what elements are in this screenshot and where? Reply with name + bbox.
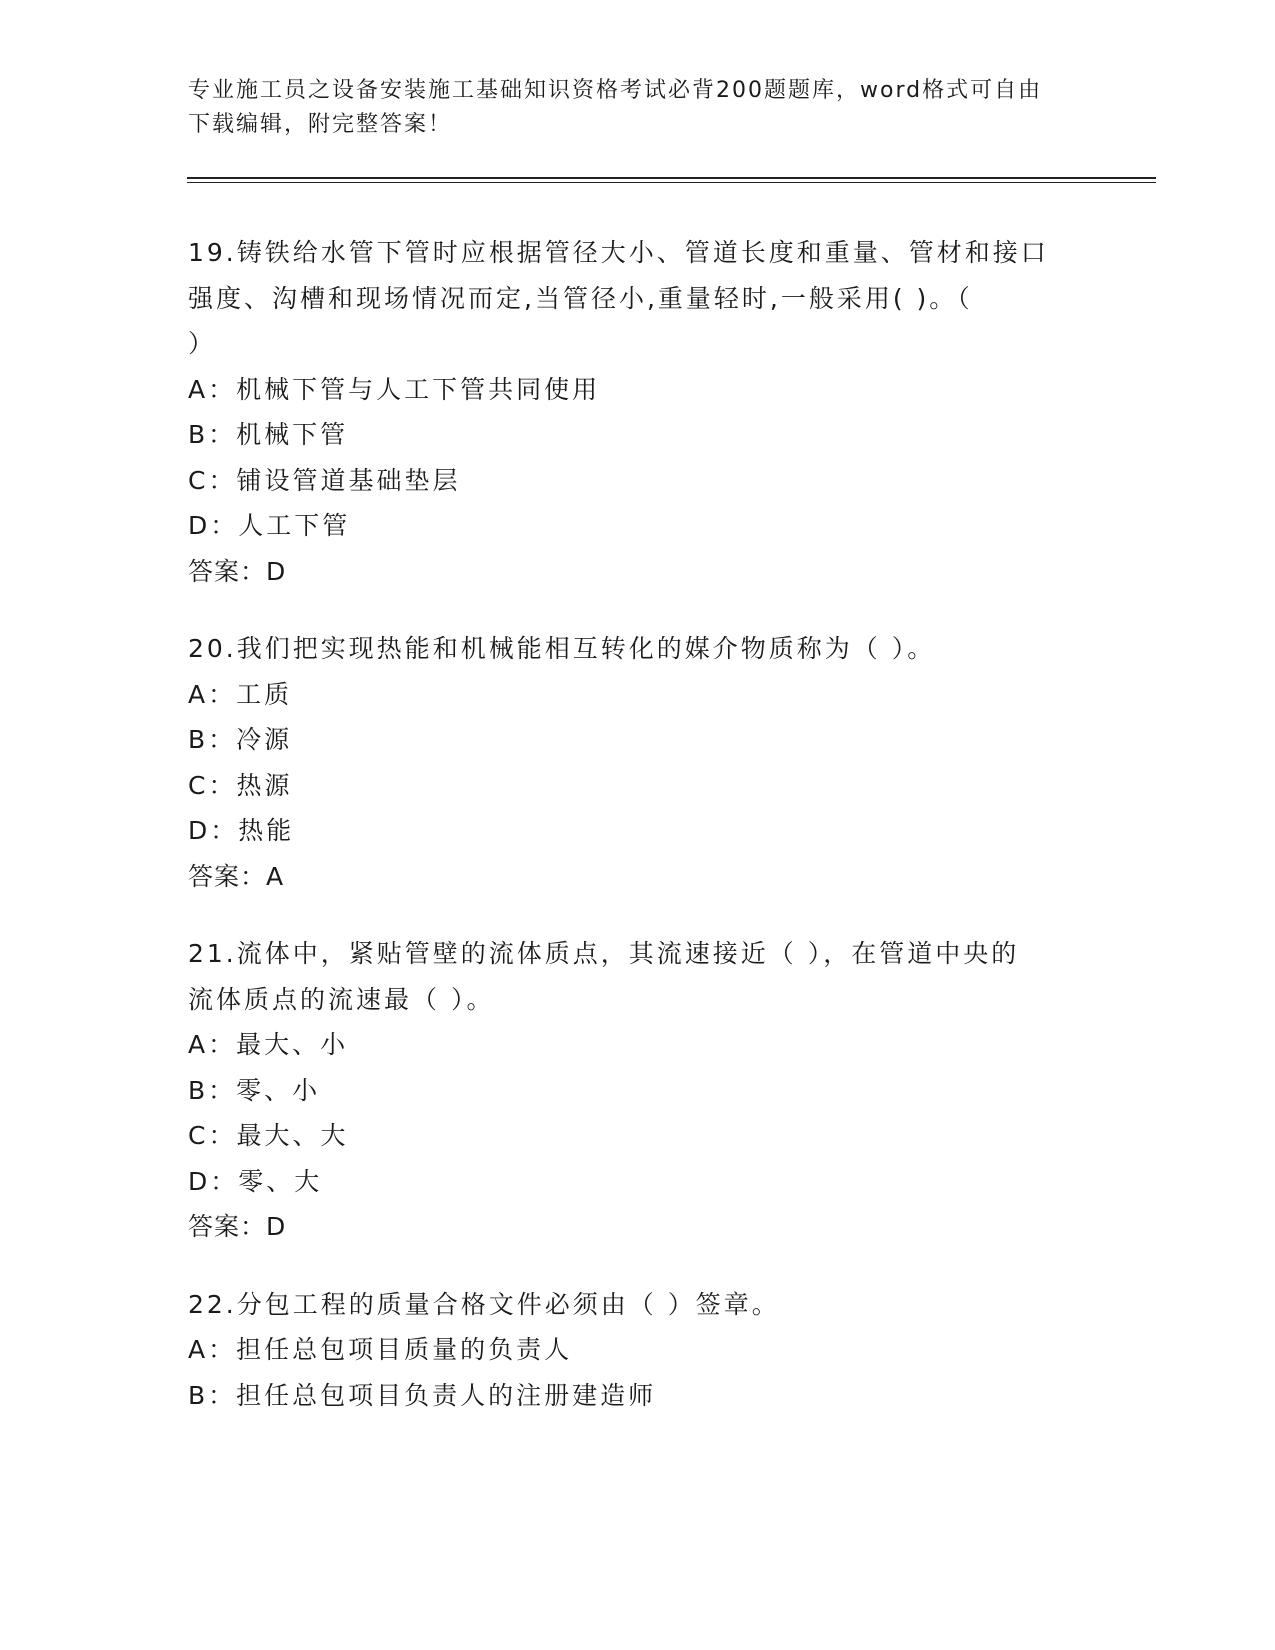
stem-line: 强度、沟槽和现场情况而定,当管径小,重量轻时,一般采用( )。（: [188, 283, 973, 313]
answer-line: 答案：A: [188, 861, 285, 891]
stem-line: 20.我们把实现热能和机械能相互转化的媒介物质称为（ ）。: [188, 634, 936, 663]
option-b: B：冷源: [188, 725, 293, 754]
option-a: A：机械下管与人工下管共同使用: [188, 374, 601, 404]
question-stem: [188, 626, 1088, 672]
answer-line: 答案：D: [188, 556, 287, 586]
stem-line: 22.分包工程的质量合格文件必须由（ ）签章。: [188, 1289, 780, 1319]
option-d: D：热能: [188, 816, 295, 845]
question-stem: [188, 1282, 1088, 1328]
option-a: A：担任总包项目质量的负责人: [188, 1335, 573, 1364]
question-stem: [188, 230, 1088, 367]
stem-line: 21.流体中，紧贴管壁的流体质点，其流速接近（ ），在管道中央的: [188, 939, 1020, 968]
option-a: A：工质: [188, 679, 293, 709]
option-c: C：热源: [188, 770, 293, 800]
header-line-2: 下载编辑，附完整答案！: [188, 112, 453, 137]
stem-line: 19.铸铁给水管下管时应根据管径大小、管道长度和重量、管材和接口: [188, 238, 1049, 267]
option-b: B：零、小: [188, 1075, 321, 1105]
question-item: [188, 626, 1088, 899]
option-c: C：铺设管道基础垫层: [188, 465, 461, 495]
option-c: C：最大、大: [188, 1121, 349, 1150]
question-stem: [188, 931, 1088, 1022]
header-divider-thin: [187, 182, 1156, 183]
question-item: [188, 931, 1088, 1250]
option-d: D：人工下管: [188, 511, 351, 540]
option-b: B：机械下管: [188, 420, 349, 449]
question-item: [188, 230, 1088, 594]
option-b: B：担任总包项目负责人的注册建造师: [188, 1380, 657, 1410]
stem-line: 流体质点的流速最（ ）。: [188, 984, 495, 1014]
header-divider-thick: [187, 177, 1156, 179]
document-header: [188, 74, 1088, 142]
stem-line: ）: [188, 329, 217, 358]
question-list: [188, 230, 1088, 1450]
question-item: [188, 1282, 1088, 1419]
answer-line: 答案：D: [188, 1212, 287, 1241]
option-a: A：最大、小: [188, 1030, 349, 1059]
option-d: D：零、大: [188, 1166, 323, 1196]
header-line-1: 专业施工员之设备安装施工基础知识资格考试必背200题题库，word格式可自由: [188, 78, 1043, 103]
